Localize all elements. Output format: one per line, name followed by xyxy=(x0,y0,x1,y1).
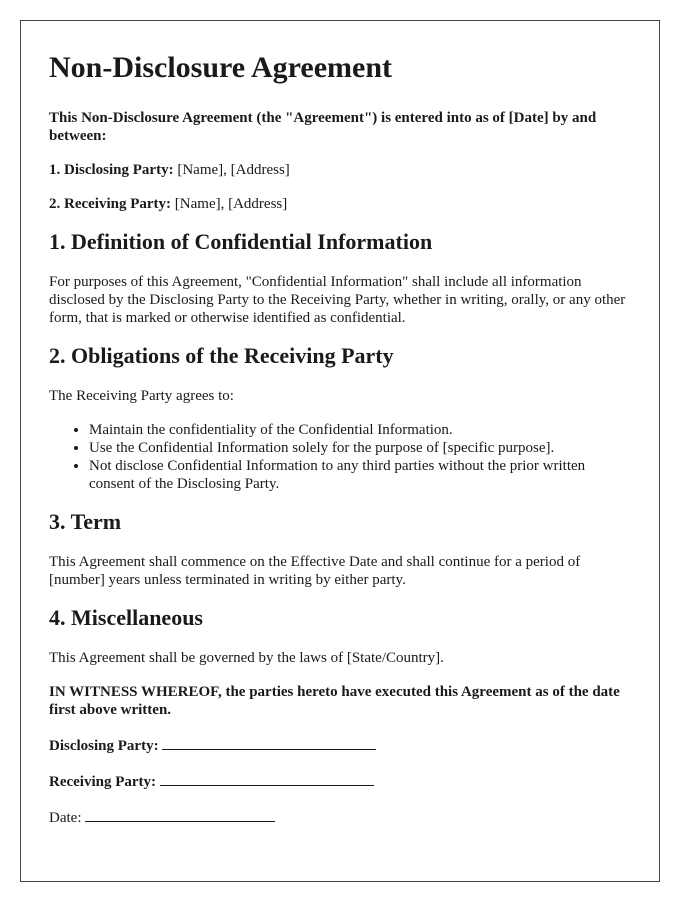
receiving-party-line xyxy=(49,195,631,213)
document-title: Non-Disclosure Agreement xyxy=(49,51,393,84)
date-field[interactable] xyxy=(85,807,275,822)
obligations-list xyxy=(49,421,631,493)
receiving-party-value: [Name], [Address] xyxy=(174,196,288,212)
disclosing-signature-label: Disclosing Party: xyxy=(49,738,159,754)
witness-clause: IN WITNESS WHEREOF, the parties hereto have executed this Agreement as of the date first above written. xyxy=(49,684,620,718)
disclosing-party-line xyxy=(49,161,631,179)
section-heading: 3. Term xyxy=(49,509,122,534)
list-item: • Not disclose Confidential Information to any third parties without the prior written consent of the Disclosing Party. xyxy=(89,457,631,493)
intro-paragraph: This Non-Disclosure Agreement (the "Agreement") is entered into as of [Date] by and between: xyxy=(49,110,597,144)
section-body: For purposes of this Agreement, "Confidential Information" shall include all information disclosed by the Disclosing Party to the Receiving Party, whether in writing, orally, or any other form, that is marked or otherwise identified as confidential. xyxy=(49,274,626,326)
receiving-party-label: 2. Receiving Party: xyxy=(49,196,172,212)
document-page xyxy=(20,20,660,882)
disclosing-party-label: 1. Disclosing Party: xyxy=(49,162,174,178)
receiving-signature-label: Receiving Party: xyxy=(49,774,157,790)
date-signature-line xyxy=(49,807,631,827)
date-label: Date: xyxy=(49,810,82,826)
section-heading: 2. Obligations of the Receiving Party xyxy=(49,343,394,368)
disclosing-signature-field[interactable] xyxy=(162,735,376,750)
receiving-signature-line xyxy=(49,771,631,791)
section-heading: 4. Miscellaneous xyxy=(49,605,203,630)
receiving-signature-field[interactable] xyxy=(160,771,374,786)
section-body: This Agreement shall be governed by the laws of [State/Country]. xyxy=(49,650,444,666)
disclosing-signature-line xyxy=(49,735,631,755)
section-body: This Agreement shall commence on the Effective Date and shall continue for a period of [number] years unless terminated in writing by either party. xyxy=(49,554,581,588)
section-heading: 1. Definition of Confidential Information xyxy=(49,229,433,254)
disclosing-party-value: [Name], [Address] xyxy=(177,162,290,178)
section-body: The Receiving Party agrees to: xyxy=(49,388,234,404)
list-item: • Maintain the confidentiality of the Confidential Information. xyxy=(89,421,631,439)
list-item: • Use the Confidential Information solely for the purpose of [specific purpose]. xyxy=(89,439,631,457)
